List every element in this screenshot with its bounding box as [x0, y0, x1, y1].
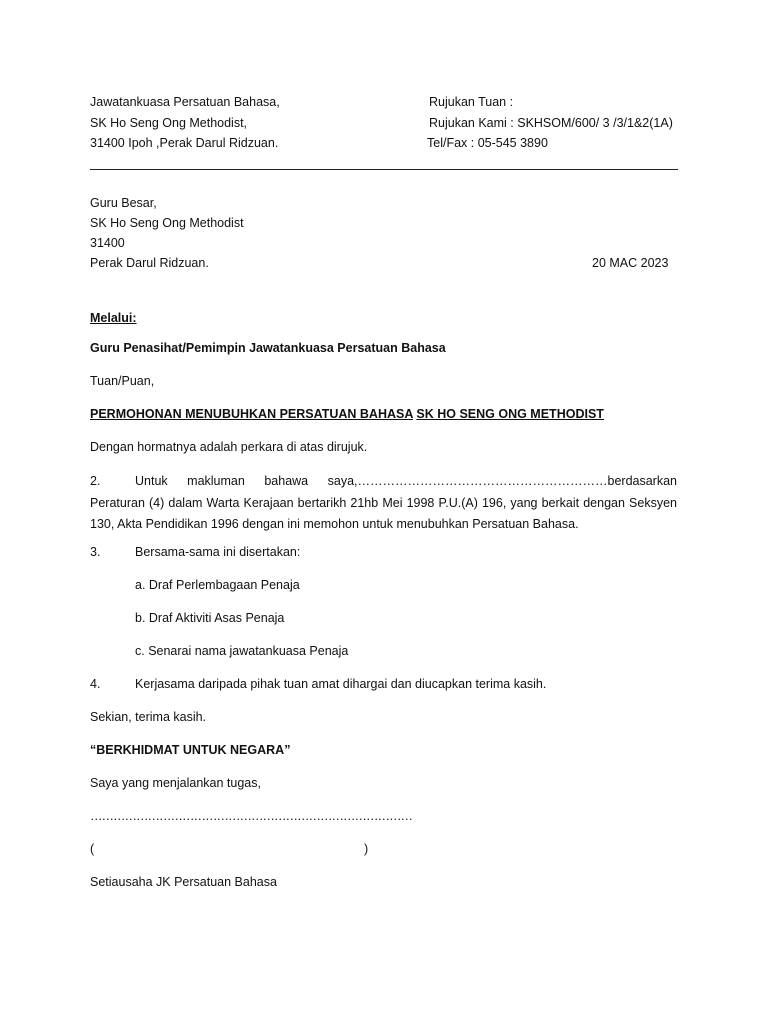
paragraph-4-number: 4.: [90, 677, 101, 691]
paragraph-3-text: Bersama-sama ini disertakan:: [135, 545, 301, 559]
recipient-line-3: 31400: [90, 236, 125, 250]
subject-line: [90, 407, 604, 421]
name-open-bracket: (: [90, 842, 95, 856]
closing-line: Sekian, terima kasih.: [90, 710, 207, 724]
via-heading: Melalui:: [90, 311, 137, 325]
paragraph-2: [90, 471, 677, 536]
motto: “BERKHIDMAT UNTUK NEGARA”: [90, 743, 291, 757]
recipient-line-1: Guru Besar,: [90, 196, 157, 210]
via-name: Guru Penasihat/Pemimpin Jawatankuasa Persatuan Bahasa: [90, 341, 446, 355]
subject-part-1: PERMOHONAN MENUBUHKAN PERSATUAN BAHASA: [90, 407, 413, 421]
reference-tuan: Rujukan Tuan :: [429, 95, 514, 109]
signatory-position: Setiausaha JK Persatuan Bahasa: [90, 875, 277, 889]
letter-date: 20 MAC 2023: [592, 256, 669, 270]
intro-line: Dengan hormatnya adalah perkara di atas dirujuk.: [90, 440, 368, 454]
sender-line-3: 31400 Ipoh ,Perak Darul Ridzuan.: [90, 136, 279, 150]
signature-dots: …………………………………………………………………………: [90, 809, 412, 823]
paragraph-4-text: Kerjasama daripada pihak tuan amat dihargai dan diucapkan terima kasih.: [135, 677, 547, 691]
recipient-line-4: Perak Darul Ridzuan.: [90, 256, 209, 270]
salutation: Tuan/Puan,: [90, 374, 155, 388]
telfax: Tel/Fax : 05-545 3890: [427, 136, 548, 150]
subject-part-2: SK HO SENG ONG METHODIST: [416, 407, 604, 421]
reference-kami: Rujukan Kami : SKHSOM/600/ 3 /3/1&2(1A): [429, 116, 673, 130]
recipient-line-2: SK Ho Seng Ong Methodist: [90, 216, 244, 230]
paragraph-4: [90, 677, 546, 691]
paragraph-3: [90, 545, 300, 559]
sender-line-1: Jawatankuasa Persatuan Bahasa,: [90, 95, 280, 109]
attachment-item-c: c. Senarai nama jawatankuasa Penaja: [135, 644, 349, 658]
header-divider: [90, 169, 678, 170]
attachment-item-b: b. Draf Aktiviti Asas Penaja: [135, 611, 285, 625]
paragraph-2-text: Untuk makluman bahawa saya,……………………………………………………berdasarkan Peraturan (4) dalam Warta Kerajaan bertarikh 21hb Mei 1998 P.U.(A) 196, yang berkait dengan Seksyen 130, Akta Pendidikan 1996 dengan ini memohon untuk menubuhkan Persatuan Bahasa.: [90, 474, 677, 532]
attachment-item-a: a. Draf Perlembagaan Penaja: [135, 578, 300, 592]
paragraph-3-number: 3.: [90, 545, 101, 559]
paragraph-2-number: 2.: [90, 474, 101, 488]
signoff: Saya yang menjalankan tugas,: [90, 776, 261, 790]
sender-line-2: SK Ho Seng Ong Methodist,: [90, 116, 248, 130]
name-close-bracket: ): [364, 842, 369, 856]
